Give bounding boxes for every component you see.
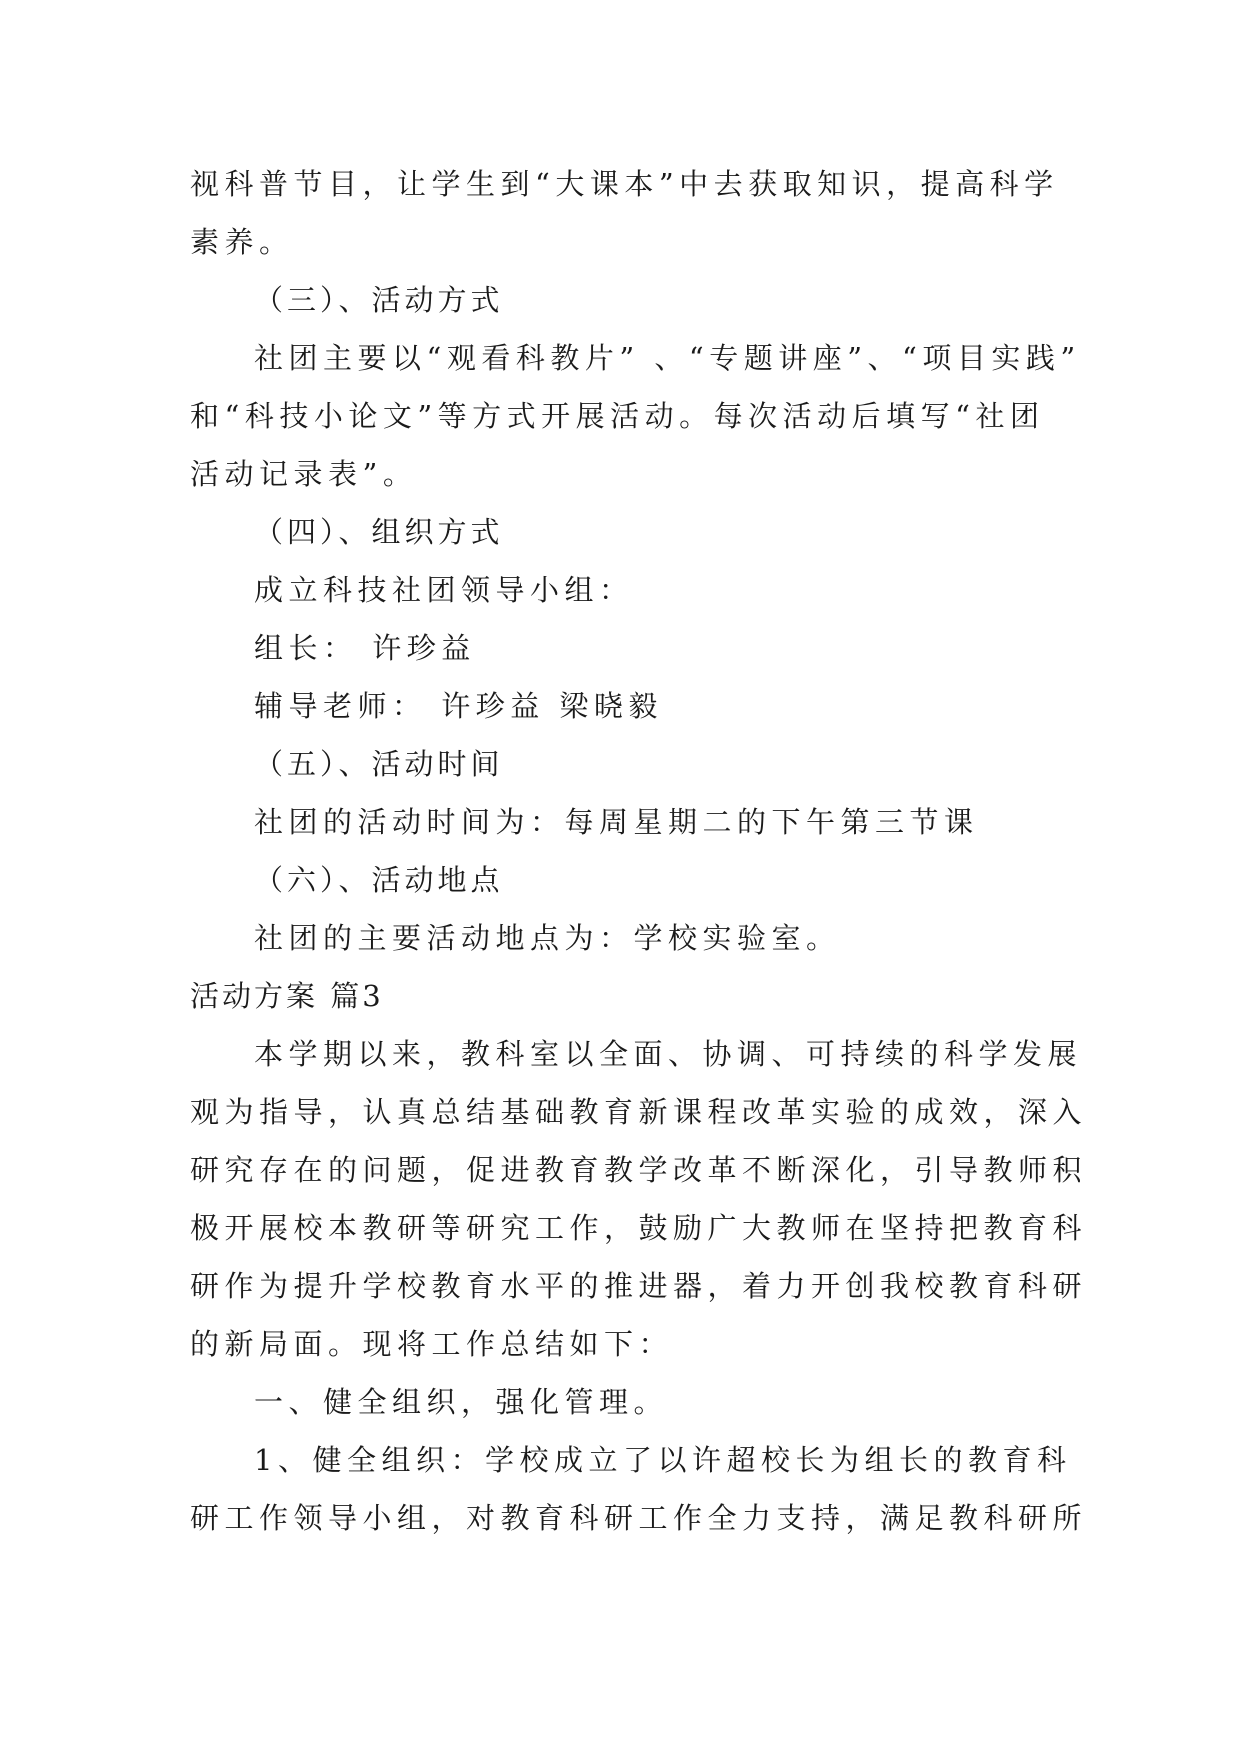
paragraph-line: 本学期以来，教科室以全面、协调、可持续的科学发展 — [254, 1037, 1083, 1071]
section-heading-1: 一、健全组织，强化管理。 — [254, 1385, 669, 1419]
paragraph-line: 的新局面。现将工作总结如下： — [190, 1327, 674, 1361]
section-heading-4: （四）、组织方式 — [254, 515, 504, 549]
paragraph-line: 素养。 — [190, 225, 294, 259]
article-title: 活动方案 篇3 — [190, 979, 384, 1013]
paragraph-line: 极开展校本教研等研究工作，鼓励广大教师在坚持把教育科 — [190, 1211, 1088, 1245]
paragraph-line: 组长： 许珍益 — [254, 631, 476, 665]
paragraph-line: 视科普节目，让学生到“大课本”中去获取知识，提高科学 — [190, 167, 1059, 201]
section-heading-5: （五）、活动时间 — [254, 747, 504, 781]
paragraph-line: 1、健全组织：学校成立了以许超校长为组长的教育科 — [254, 1443, 1072, 1477]
section-heading-3: （三）、活动方式 — [254, 283, 504, 317]
paragraph-line: 成立科技社团领导小组： — [254, 573, 634, 607]
paragraph-line: 和“科技小论文”等方式开展活动。每次活动后填写“社团 — [190, 399, 1045, 433]
paragraph-line: 活动记录表”。 — [190, 457, 418, 491]
paragraph-line: 社团主要以“观看科教片” 、“专题讲座”、“项目实践” — [254, 341, 1081, 375]
paragraph-line: 社团的主要活动地点为：学校实验室。 — [254, 921, 841, 955]
paragraph-line: 研究存在的问题，促进教育教学改革不断深化，引导教师积 — [190, 1153, 1088, 1187]
paragraph-line: 研工作领导小组，对教育科研工作全力支持，满足教科研所 — [190, 1501, 1088, 1535]
paragraph-line: 观为指导，认真总结基础教育新课程改革实验的成效，深入 — [190, 1095, 1088, 1129]
paragraph-line: 辅导老师： 许珍益 梁晓毅 — [254, 689, 663, 723]
paragraph-line: 社团的活动时间为：每周星期二的下午第三节课 — [254, 805, 979, 839]
section-heading-6: （六）、活动地点 — [254, 863, 504, 897]
paragraph-line: 研作为提升学校教育水平的推进器，着力开创我校教育科研 — [190, 1269, 1088, 1303]
